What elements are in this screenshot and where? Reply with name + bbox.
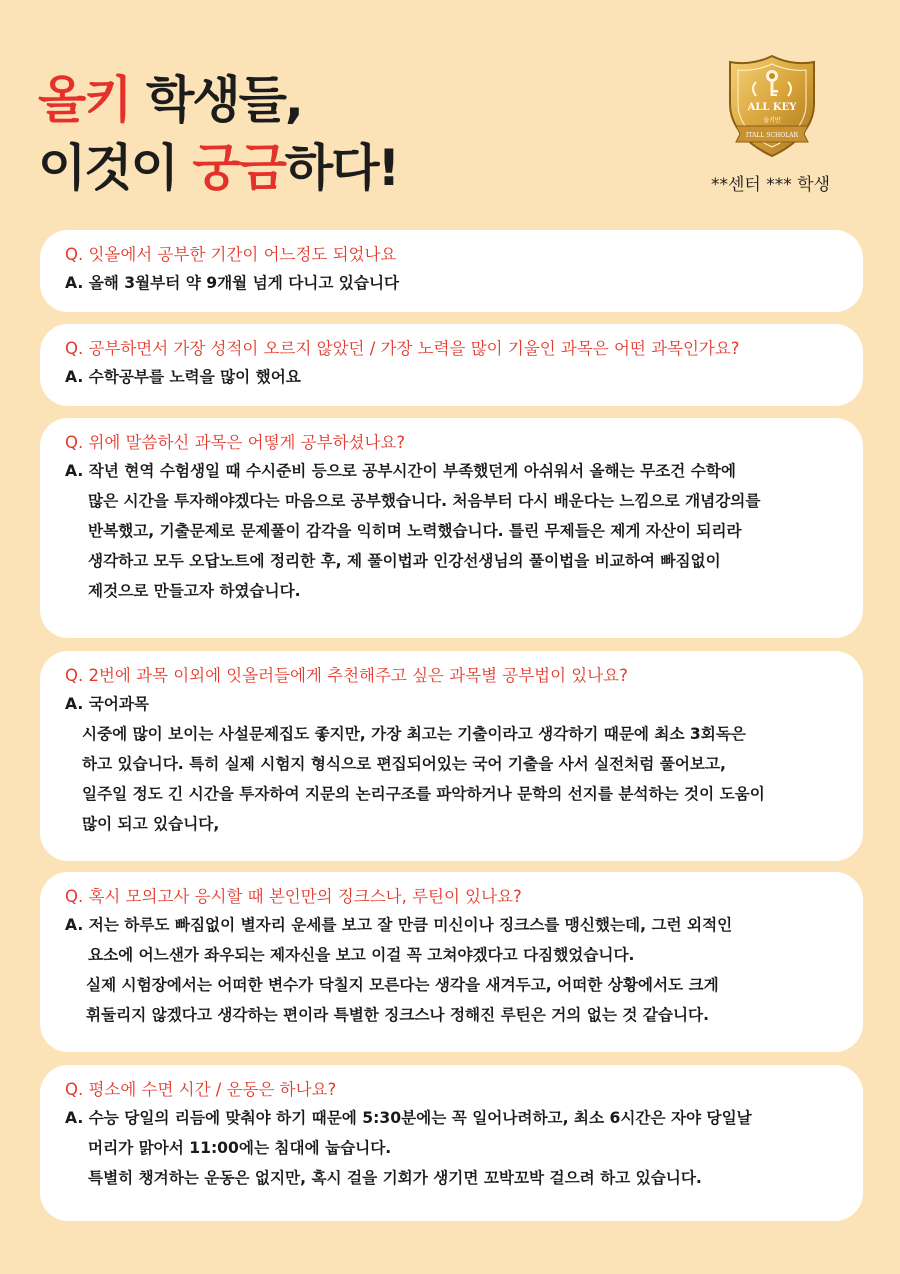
answer-line: 반복했고, 기출문제로 문제풀이 감각을 익히며 노력했습니다. 틀린 무제들은 제게 자산이 되리라: [88, 522, 742, 540]
answer-line: 특별히 챙겨하는 운동은 없지만, 혹시 걸을 기회가 생기면 꼬박꼬박 걸으려 하고 있습니다.: [88, 1169, 702, 1187]
title-highlight-curious: 궁금: [192, 139, 285, 197]
answer-line: 생각하고 모두 오답노트에 정리한 후, 제 풀이법과 인강선생님의 풀이법을 비교하여 빠짐없이: [88, 552, 721, 570]
answer-3: [65, 456, 843, 606]
answer-line: 하고 있습니다. 특히 실제 시험지 형식으로 편집되어있는 국어 기출을 사서 실전처럼 풀어보고,: [82, 755, 726, 773]
answer-line: 일주일 정도 긴 시간을 투자하여 지문의 논리구조를 파악하거나 문학의 선지를 분석하는 것이 도움이: [82, 785, 765, 803]
question-1: Q. 잇올에서 공부한 기간이 어느정도 되었나요: [65, 245, 397, 264]
qa-card-4: [40, 651, 863, 861]
qa-card-3: [40, 418, 863, 638]
answer-1: [65, 268, 843, 298]
title-line-2-start: 이것이: [38, 139, 193, 197]
answer-line: A. 수능 당일의 리듬에 맞춰야 하기 때문에 5:30분에는 꼭 일어나려하고, 최소 6시간은 자야 당일날: [65, 1109, 752, 1127]
question-4: Q. 2번에 과목 이외에 잇올러들에게 추천해주고 싶은 과목별 공부법이 있나요?: [65, 666, 628, 685]
answer-line: 많은 시간을 투자해야겠다는 마음으로 공부했습니다. 처음부터 다시 배운다는 느낌으로 개념강의를: [88, 492, 761, 510]
logo-name: ALL KEY: [747, 102, 797, 113]
qa-card-5: [40, 872, 863, 1052]
answer-line: A. 저는 하루도 빠짐없이 별자리 운세를 보고 잘 만큼 미신이나 징크스를 맹신했는데, 그런 외적인: [65, 916, 733, 934]
title-highlight-allkey: 올키: [38, 71, 131, 129]
title-line-2-end: 하다!: [284, 139, 399, 197]
answer-6: [65, 1103, 843, 1193]
question-6: Q. 평소에 수면 시간 / 운동은 하나요?: [65, 1080, 337, 1099]
qa-card-6: [40, 1065, 863, 1221]
answer-line: A. 올해 3월부터 약 9개월 넘게 다니고 있습니다: [65, 274, 400, 292]
answer-line: 머리가 맑아서 11:00에는 침대에 눕습니다.: [88, 1139, 392, 1157]
answer-line: A. 작년 현역 수험생일 때 수시준비 등으로 공부시간이 부족했던게 아쉬워서 올해는 무조건 수학에: [65, 462, 736, 480]
answer-2: [65, 362, 843, 392]
page-title: [38, 66, 398, 202]
logo-ribbon-text: ITALL SCHOLAR: [746, 132, 798, 139]
qa-card-1: [40, 230, 863, 312]
answer-line: A. 수학공부를 노력을 많이 했어요: [65, 368, 301, 386]
answer-4: [65, 689, 843, 839]
allkey-shield-logo: [722, 52, 822, 160]
answer-line: 많이 되고 있습니다,: [82, 815, 220, 833]
answer-line: 시중에 많이 보이는 사설문제집도 좋지만, 가장 최고는 기출이라고 생각하기 때문에 최소 3회독은: [82, 725, 746, 743]
question-3: Q. 위에 말씀하신 과목은 어떻게 공부하셨나요?: [65, 433, 406, 452]
title-line-1-text: 학생들,: [130, 71, 302, 129]
title-line-1: [38, 66, 398, 134]
question-2: Q. 공부하면서 가장 성적이 오르지 않았던 / 가장 노력을 많이 기울인 과목은 어떤 과목인가요?: [65, 339, 740, 358]
answer-line: A. 국어과목: [65, 695, 149, 713]
answer-5: [65, 910, 843, 1030]
student-info: **센터 *** 학생: [711, 175, 830, 195]
logo-sub: 올키반: [763, 117, 781, 124]
question-5: Q. 혹시 모의고사 응시할 때 본인만의 징크스나, 루틴이 있나요?: [65, 887, 522, 906]
answer-line: 휘둘리지 않겠다고 생각하는 편이라 특별한 징크스나 정해진 루틴은 거의 없는 것 같습니다.: [86, 1006, 709, 1024]
answer-line: 요소에 어느샌가 좌우되는 제자신을 보고 이걸 꼭 고쳐야겠다고 다짐했었습니다.: [88, 946, 635, 964]
qa-card-2: [40, 324, 863, 406]
answer-line: 실제 시험장에서는 어떠한 변수가 닥칠지 모른다는 생각을 새겨두고, 어떠한 상황에서도 크게: [86, 976, 719, 994]
answer-line: 제것으로 만들고자 하였습니다.: [88, 582, 301, 600]
title-line-2: [38, 134, 398, 202]
